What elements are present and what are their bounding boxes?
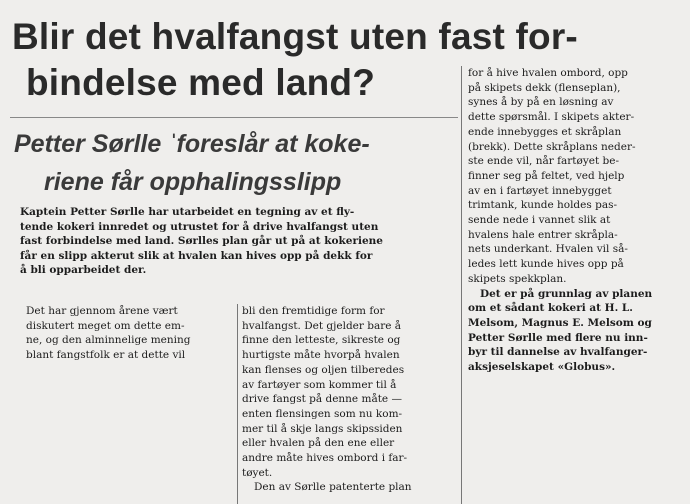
body-line: finner seg på feltet, ved hjelp: [468, 169, 625, 182]
body-line: andre måte hives ombord i far-: [242, 452, 408, 465]
body-line: mer til å skje langs skipssiden: [242, 422, 403, 435]
body-line: synes å by på en løsning av: [468, 96, 614, 109]
body-line: kan flenses og oljen tilberedes: [242, 363, 405, 376]
body-line: eller hvalen på den ene eller: [242, 437, 395, 450]
lead-line: Kaptein Petter Sørlle har utarbeidet en tegning av et fly-: [20, 206, 355, 218]
body-line: dette spørsmål. I skipets akter-: [468, 111, 635, 124]
body-line: enten flensingen som nu kom-: [242, 407, 403, 420]
lead-line: tende kokeri innredet og utrustet for å drive hvalfangst uten: [20, 220, 379, 233]
headline-line-2: bindelse med land?: [26, 62, 375, 103]
column-rule-left: [237, 304, 238, 504]
body-column-2: [242, 304, 458, 495]
subheadline: [14, 125, 464, 201]
lead-line: får en slipp akterut slik at hvalen kan hives opp på dekk for: [20, 249, 373, 262]
headline-rule: [10, 117, 458, 118]
body-line-bold: byr til dannelse av hvalfanger-: [468, 346, 648, 359]
subheadline-line-1: Petter Sørlle ˈforeslår at koke-: [14, 130, 370, 158]
body-column-1: [26, 304, 234, 363]
body-line: hurtigste måte hvorpå hvalen: [242, 349, 400, 362]
body-line: nets underkant. Hvalen vil så-: [468, 243, 628, 256]
body-line: for å hive hvalen ombord, opp: [468, 67, 628, 79]
body-line: Det har gjennom årene vært: [26, 305, 178, 317]
subheadline-line-2: riene får opphalingsslipp: [44, 168, 342, 196]
body-line: ste ende vil, når fartøyet be-: [468, 155, 620, 168]
body-line: trimtank, kunde holdes pas-: [468, 199, 618, 212]
body-line: på skipets dekk (flenseplan),: [468, 81, 621, 94]
body-line: tøyet.: [242, 466, 273, 479]
body-column-3: [468, 66, 682, 375]
body-line-bold: aksjeselskapet «Globus».: [468, 361, 616, 374]
body-line: hvalfangst. Det gjelder bare å: [242, 319, 402, 332]
body-line: ne, og den alminnelige mening: [26, 334, 191, 347]
lead-line: å bli opparbeidet der.: [20, 264, 147, 277]
lead-line: fast forbindelse med land. Sørlles plan går ut på at kokeriene: [20, 235, 383, 248]
body-line: av fartøyer som kommer til å: [242, 378, 397, 391]
body-line-bold: Melsom, Magnus E. Melsom og: [468, 316, 652, 329]
body-line: blant fangstfolk er at dette vil: [26, 349, 186, 362]
column-rule-right: [461, 66, 462, 504]
body-line: ende innebygges et skråplan: [468, 125, 622, 138]
body-line: (brekk). Dette skråplans neder-: [468, 140, 636, 153]
lead-paragraph: [20, 205, 458, 278]
body-line: sende nede i vannet slik at: [468, 214, 611, 227]
body-line: skipets spekkplan.: [468, 272, 567, 285]
body-line-bold: Det er på grunnlag av planen: [480, 287, 653, 300]
body-line: diskutert meget om dette em-: [26, 319, 185, 332]
body-line: bli den fremtidige form for: [242, 305, 385, 317]
headline-line-1: Blir det hvalfangst uten fast for-: [12, 16, 578, 57]
body-line: hvalens hale entrer skråpla-: [468, 228, 618, 241]
body-line: drive fangst på denne måte —: [242, 393, 402, 406]
body-line: finne den letteste, sikreste og: [242, 334, 401, 347]
body-line: ledes lett kunde hives opp på: [468, 258, 624, 271]
body-line: Den av Sørlle patenterte plan: [254, 481, 412, 494]
body-line: av en i fartøyet innebygget: [468, 184, 612, 197]
body-line-bold: Petter Sørlle med flere nu inn-: [468, 331, 648, 344]
body-line-bold: om et sådant kokeri at H. L.: [468, 302, 633, 315]
